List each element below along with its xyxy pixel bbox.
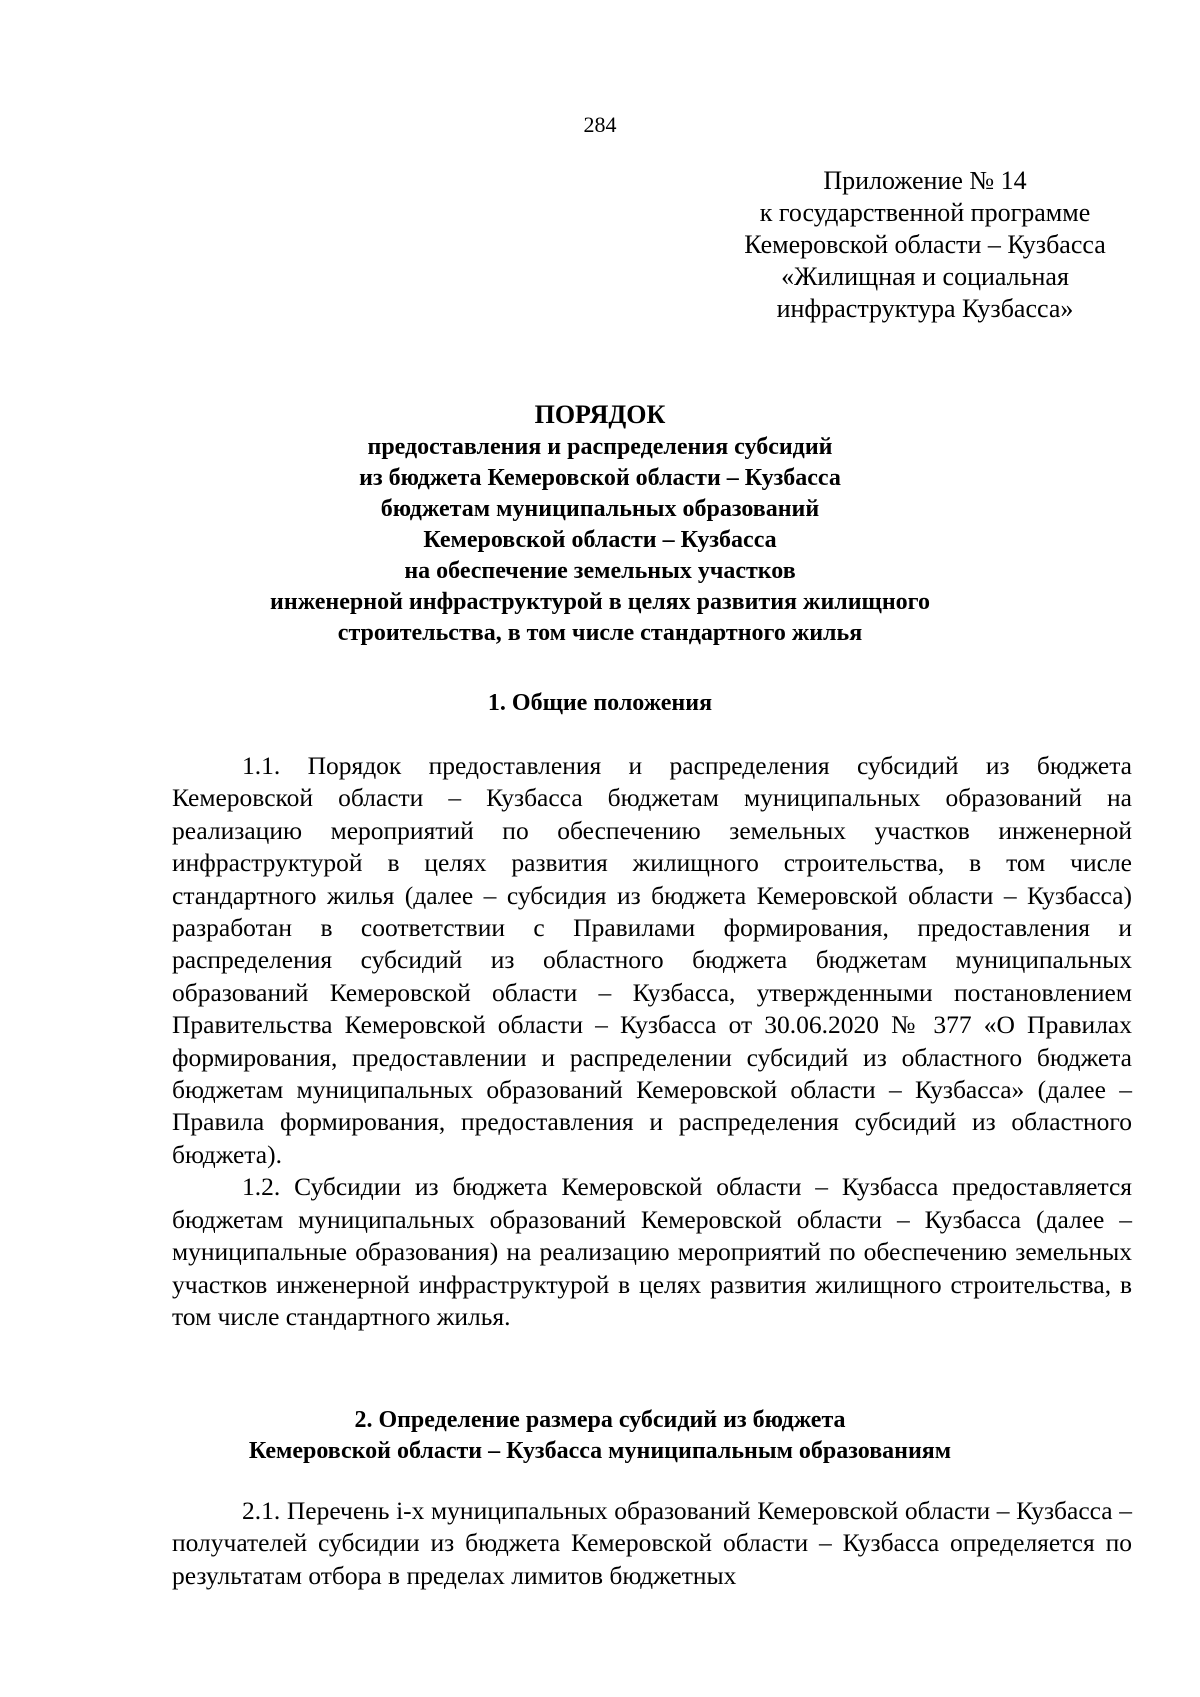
section-2-heading-line: 2. Определение размера субсидий из бюджета bbox=[354, 1407, 846, 1433]
section-2-body bbox=[172, 1495, 1132, 1592]
section-2-heading bbox=[0, 1405, 1200, 1467]
appendix-line: Кемеровской области – Кузбасса bbox=[744, 230, 1106, 259]
appendix-line: инфраструктура Кузбасса» bbox=[776, 294, 1074, 323]
appendix-line: «Жилищная и социальная bbox=[781, 262, 1069, 291]
paragraph-1-1: 1.1. Порядок предоставления и распределения субсидий из бюджета Кемеровской области – Кузбасса бюджетам муниципальных образований на реализацию мероприятий по обеспечению земельных участков инженерной инфраструктурой в целях развития жилищного строительства, в том числе стандартного жилья (далее – субсидия из бюджета Кемеровской области – Кузбасса) разработан в соответствии с Правилами формирования, предоставления и распределения субсидий из областного бюджета бюджетам муниципальных образований Кемеровской области – Кузбасса, утвержденными постановлением Правительства Кемеровской области – Кузбасса от 30.06.2020 № 377 «О Правилах формирования, предоставлении и распределении субсидий из областного бюджета бюджетам муниципальных образований Кемеровской области – Кузбасса» (далее – Правила формирования, предоставления и распределения субсидий из областного бюджета). bbox=[172, 751, 1132, 1169]
appendix-line: к государственной программе bbox=[759, 198, 1091, 227]
subtitle-line: инженерной инфраструктурой в целях развития жилищного bbox=[270, 589, 930, 615]
appendix-line: Приложение № 14 bbox=[823, 166, 1027, 195]
subtitle-line: из бюджета Кемеровской области – Кузбасса bbox=[359, 465, 841, 491]
appendix-reference bbox=[660, 165, 1190, 325]
subtitle-line: строительства, в том числе стандартного жилья bbox=[337, 620, 863, 646]
section-1-body bbox=[172, 750, 1132, 1333]
section-1-heading: 1. Общие положения bbox=[487, 690, 713, 716]
document-subtitle bbox=[0, 432, 1200, 649]
section-2-heading-line: Кемеровской области – Кузбасса муниципальным образованиям bbox=[248, 1438, 952, 1464]
document-title-block bbox=[0, 398, 1200, 649]
paragraph-2-1: 2.1. Перечень i-х муниципальных образований Кемеровской области – Кузбасса – получателей субсидии из бюджета Кемеровской области – Кузбасса определяется по результатам отбора в пределах лимитов бюджетных bbox=[172, 1496, 1132, 1590]
paragraph-1-2: 1.2. Субсидии из бюджета Кемеровской области – Кузбасса предоставляется бюджетам муниципальных образований Кемеровской области – Кузбасса (далее – муниципальные образования) на реализацию мероприятий по обеспечению земельных участков инженерной инфраструктурой в целях развития жилищного строительства, в том числе стандартного жилья. bbox=[172, 1172, 1132, 1331]
subtitle-line: предоставления и распределения субсидий bbox=[367, 434, 833, 460]
subtitle-line: на обеспечение земельных участков bbox=[404, 558, 796, 584]
document-title: ПОРЯДОК bbox=[534, 400, 666, 429]
subtitle-line: Кемеровской области – Кузбасса bbox=[423, 527, 777, 553]
page-number: 284 bbox=[583, 112, 617, 137]
subtitle-line: бюджетам муниципальных образований bbox=[380, 496, 820, 522]
